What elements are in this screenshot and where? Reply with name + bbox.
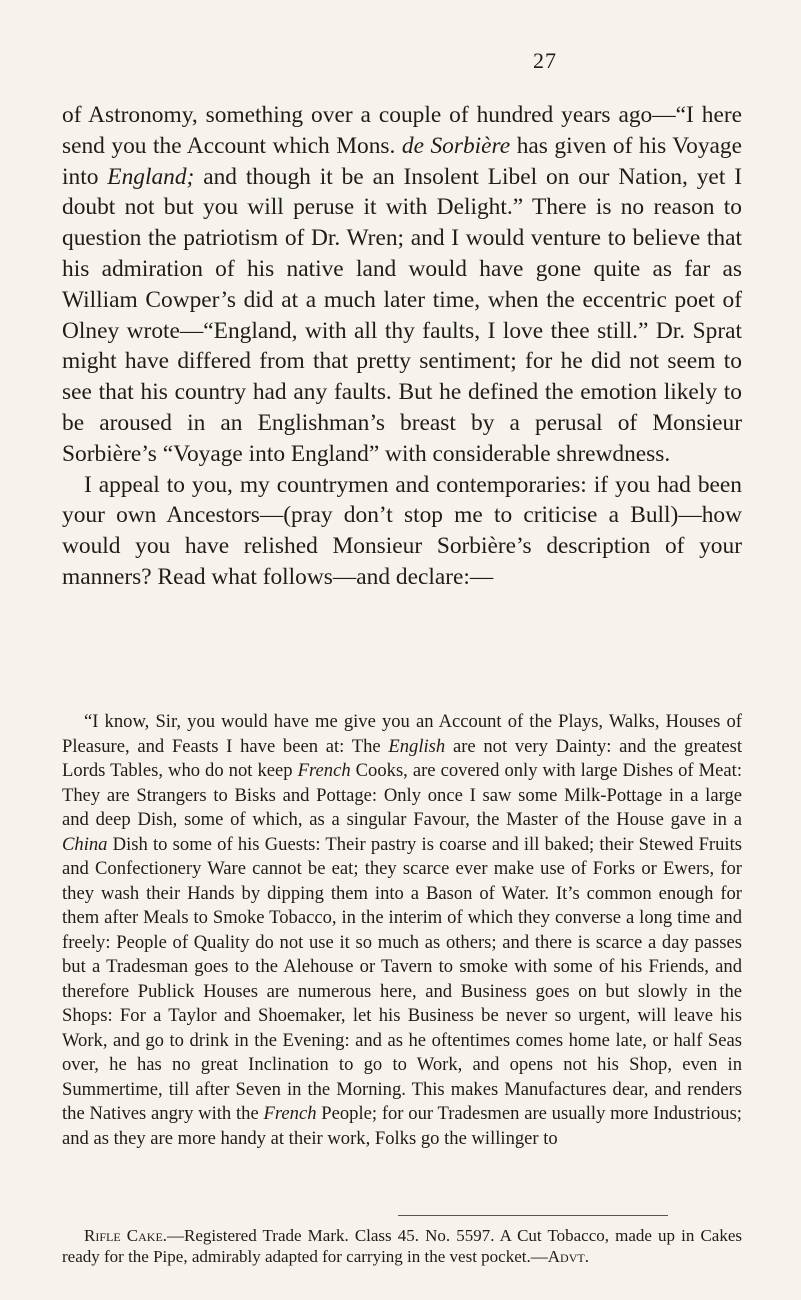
footnote-advertisement <box>62 1226 742 1267</box>
block-quote <box>62 710 742 1151</box>
paragraph-1-italic-england: England; <box>107 163 195 190</box>
quote-text-b: are not very Dainty: and the greatest Lords Tables, who do not keep <box>62 735 742 781</box>
quote-italic-french-2: French <box>263 1103 317 1124</box>
quote-text-e: People; for our Tradesmen are usually more Industrious; and as they are more handy at their work, Folks go the willinger to <box>62 1103 742 1149</box>
footnote-advt: Advt. <box>547 1246 589 1266</box>
paragraph-1 <box>62 100 742 470</box>
quote-italic-china: China <box>62 833 108 855</box>
quote-text-c: Cooks, are covered only with large Dishes of Meat: They are Strangers to Bisks and Pottage: Only once I saw some Milk-Pottage in a large and deep Dish, some of which, as a singular Favour, the Master of the House gave in a <box>62 760 743 830</box>
body-text <box>62 100 742 593</box>
quote-text-d: Dish to some of his Guests: Their pastry is coarse and ill baked; their Stewed Fruits and Confectionery Ware cannot be eat; they scarce ever make use of Forks or Ewers, for they wash their Hands by dipping them into a Bason of Water. It’s common enough for them after Meals to Smoke Tobacco, in the interim of which they converse a long time and freely: People of Quality do not use it so much as others; and there is scarce a day passes but a Tradesman goes to the Alehouse or Tavern to smoke with some of his Friends, and therefore Publick Houses are numerous here, and Business goes on but slowly in the Shops: For a Taylor and Shoemaker, let his Business be never so urgent, will leave his Work, and go to drink in the Evening: and as he oftentimes comes home late, or half Seas over, he has no great Inclination to go to Work, and opens not his Shop, even in Summertime, till after Seven in the Morning. This makes Manufactures dear, and renders the Natives angry with the <box>62 833 742 1124</box>
footnote-title: Rifle Cake. <box>84 1226 168 1245</box>
quote-text-a: “I know, Sir, you would have me give you an Account of the Plays, Walks, Houses of Pleasure, and Feasts I have been at: The <box>62 711 742 757</box>
footnote-text: —Registered Trade Mark. Class 45. No. 5597. A Cut Tobacco, made up in Cakes ready for the Pipe, admirably adapted for carrying in the vest pocket.— <box>62 1226 742 1266</box>
quote-italic-english: English <box>388 735 446 757</box>
paragraph-2: I appeal to you, my countrymen and contemporaries: if you had been your own Ancestors—(pray don’t stop me to criticise a Bull)—how would you have relished Monsieur Sorbière’s description of your manners? Read what follows—and declare:— <box>62 471 742 590</box>
paragraph-1-italic-sorbiere: de Sorbière <box>401 132 511 159</box>
footnote-rule <box>398 1215 668 1216</box>
quote-italic-french-1: French <box>297 760 351 781</box>
paragraph-1-text-a: of Astronomy, something over a couple of hundred years ago—“I here send you the Account which Mons. <box>62 102 742 159</box>
paragraph-1-text-b: has given of his Voyage into <box>62 132 742 190</box>
paragraph-1-text-c: and though it be an Insolent Libel on our Nation, yet I doubt not but you will peruse it with Delight.” There is no reason to question the patriotism of Dr. Wren; and I would venture to believe that his admiration of his native land would have gone quite as far as William Cowper’s did at a much later time, when the eccentric poet of Olney wrote—“England, with all thy faults, I love thee still.” Dr. Sprat might have differed from that pretty sentiment; for he did not seem to see that his country had any faults. But he defined the emotion likely to be aroused in an Englishman’s breast by a perusal of Monsieur Sorbière’s “Voyage into England” with considerable shrewdness. <box>62 163 742 467</box>
page-number: 27 <box>533 48 557 73</box>
